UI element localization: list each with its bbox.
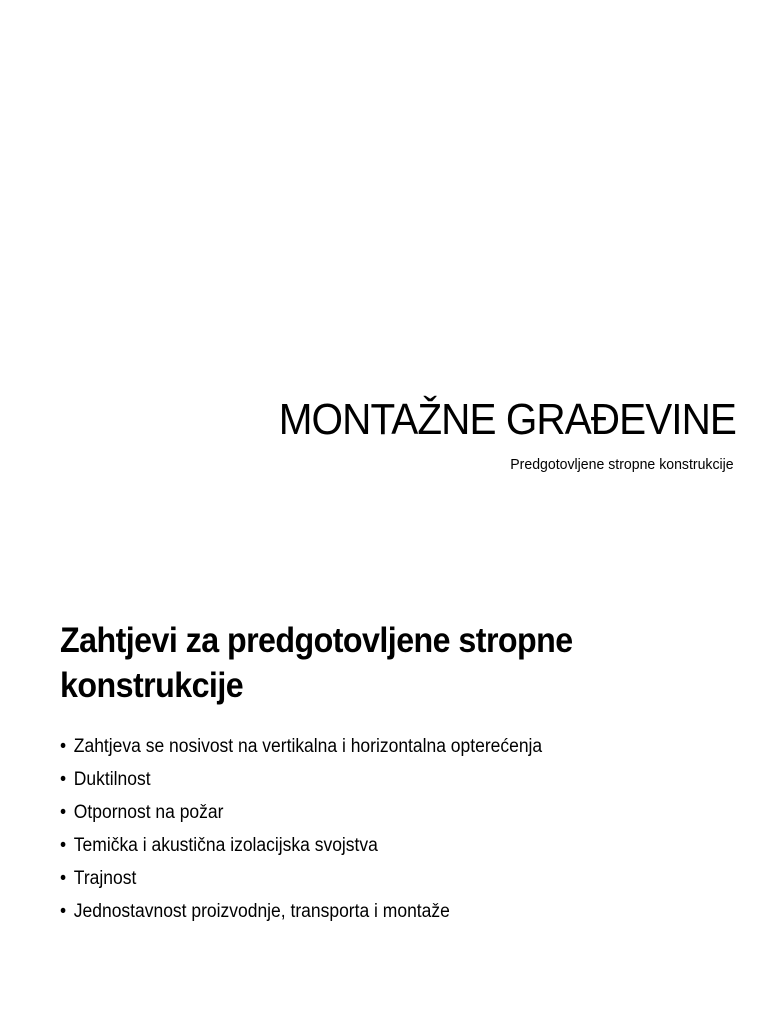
list-item [60,864,542,897]
content-heading: Zahtjevi za predgotovljene stropne konstrukcije [60,621,573,705]
list-item [60,831,542,864]
bullet-icon: • [60,868,67,889]
list-item-text: Duktilnost [73,769,151,790]
bullet-icon: • [60,769,67,790]
list-item-text: Temička i akustična izolacijska svojstva [73,835,378,856]
list-item [60,765,542,798]
content-slide [0,560,768,1024]
list-item [60,732,542,765]
slide-subtitle: Predgotovljene stropne konstrukcije [510,456,734,473]
bullet-icon: • [60,835,67,856]
list-item-text: Zahtjeva se nosivost na vertikalna i horizontalna opterećenja [73,736,543,757]
list-item [60,897,542,930]
bullet-icon: • [60,901,67,922]
requirements-list [60,732,584,930]
list-item-text: Jednostavnost proizvodnje, transporta i montaže [73,901,450,922]
bullet-icon: • [60,802,67,823]
list-item-text: Trajnost [73,868,137,889]
slide-title: MONTAŽNE GRAĐEVINE [278,395,736,444]
list-item-text: Otpornost na požar [73,802,224,823]
bullet-icon: • [60,736,67,757]
list-item [60,798,542,831]
